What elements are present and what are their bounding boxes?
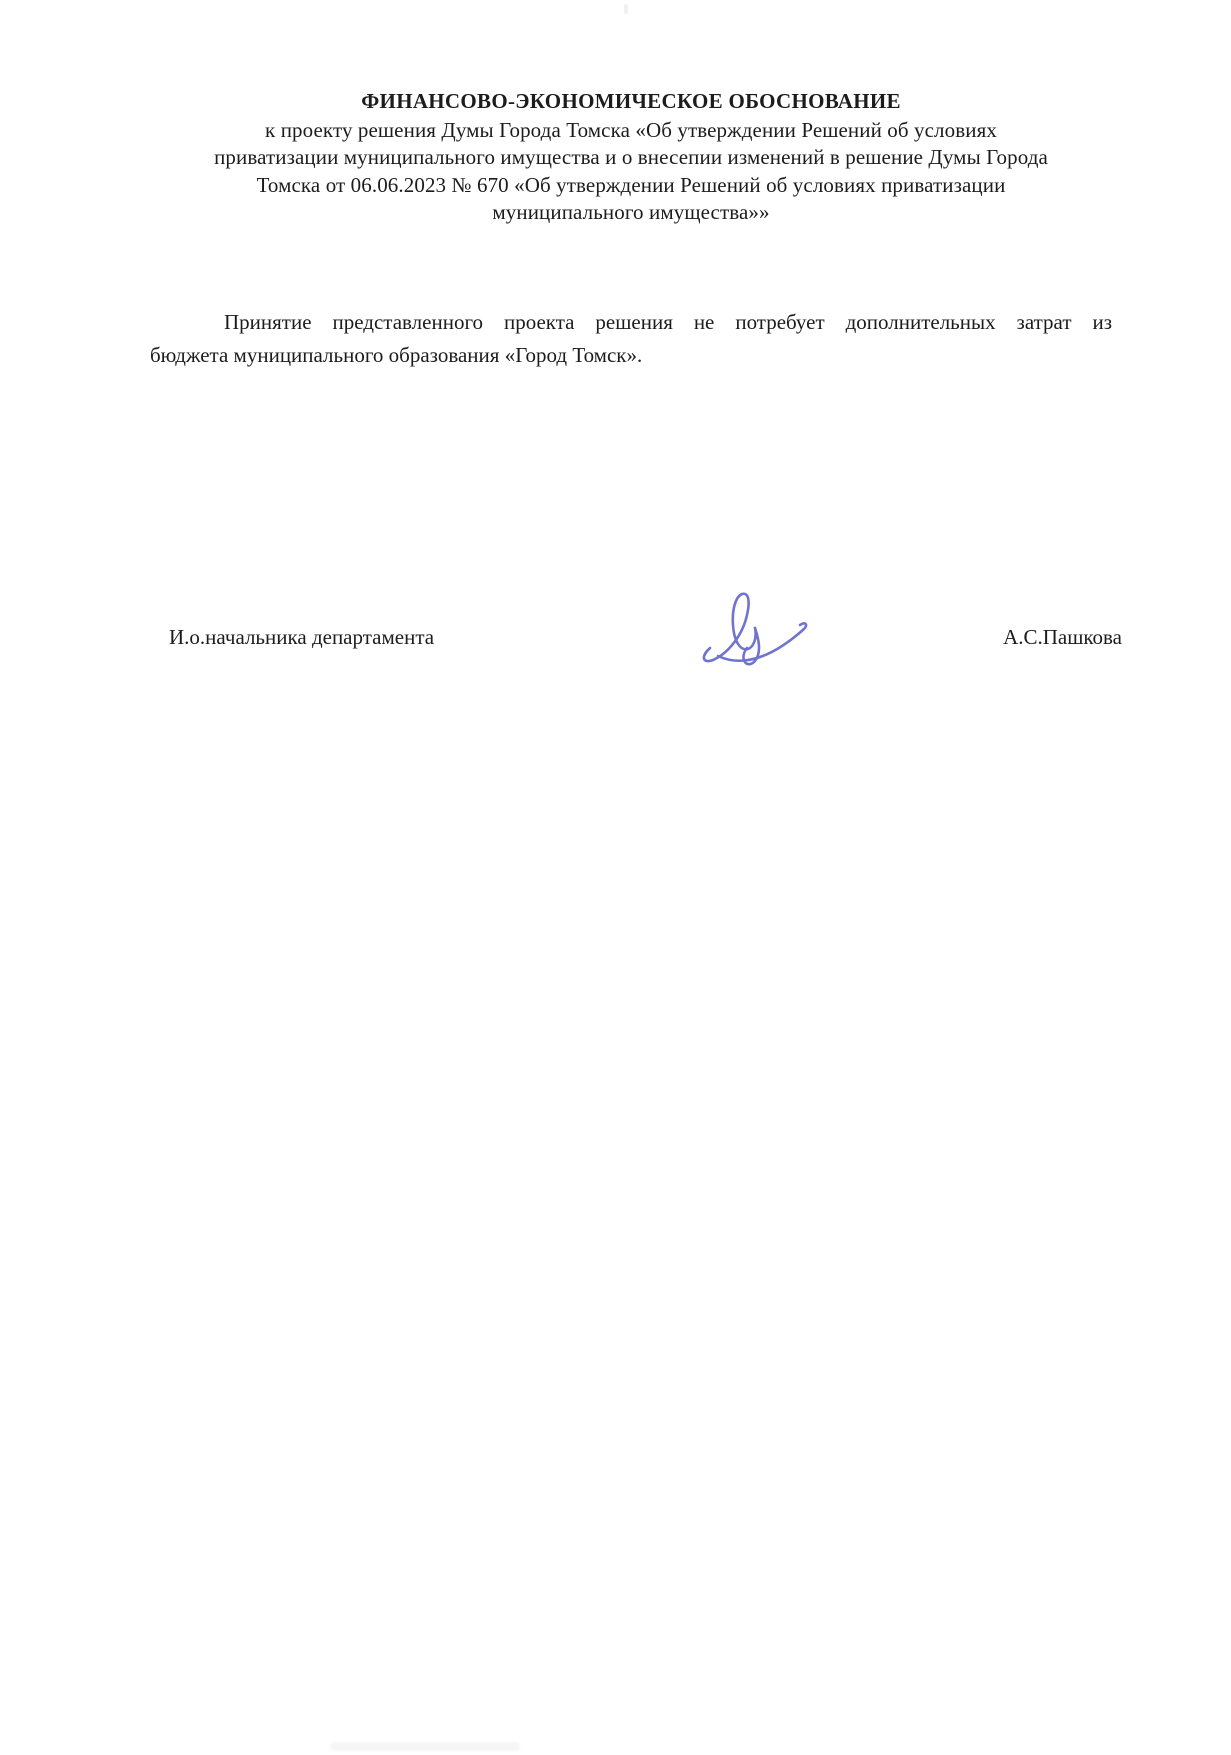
- document-subtitle-line: приватизации муниципального имущества и о внесепии изменений в решение Думы Города: [214, 145, 1048, 169]
- scan-artifact: [330, 1742, 520, 1751]
- document-header: [150, 88, 1112, 227]
- body-paragraph: [150, 306, 1112, 372]
- signatory-position-label: И.о.начальника департамента: [169, 625, 435, 649]
- signatory-name: А.С.Пашкова: [1003, 625, 1122, 649]
- document-subtitle-line: Томска от 06.06.2023 № 670 «Об утверждении Решений об условиях приватизации: [256, 172, 1006, 197]
- document-subtitle-line: к проекту решения Думы Города Томска «Об утверждении Решений об условиях: [265, 117, 997, 142]
- paragraph-line: Принятие представленного проекта решения не потребует дополнительных затрат из: [224, 310, 1112, 334]
- paragraph-line: бюджета муниципального образования «Город Томск».: [150, 343, 643, 367]
- handwritten-signature-icon: [694, 584, 812, 676]
- document-title: ФИНАНСОВО-ЭКОНОМИЧЕСКОЕ ОБОСНОВАНИЕ: [361, 89, 901, 113]
- document-subtitle-line: муниципального имущества»»: [492, 200, 770, 224]
- scan-artifact: [624, 4, 628, 14]
